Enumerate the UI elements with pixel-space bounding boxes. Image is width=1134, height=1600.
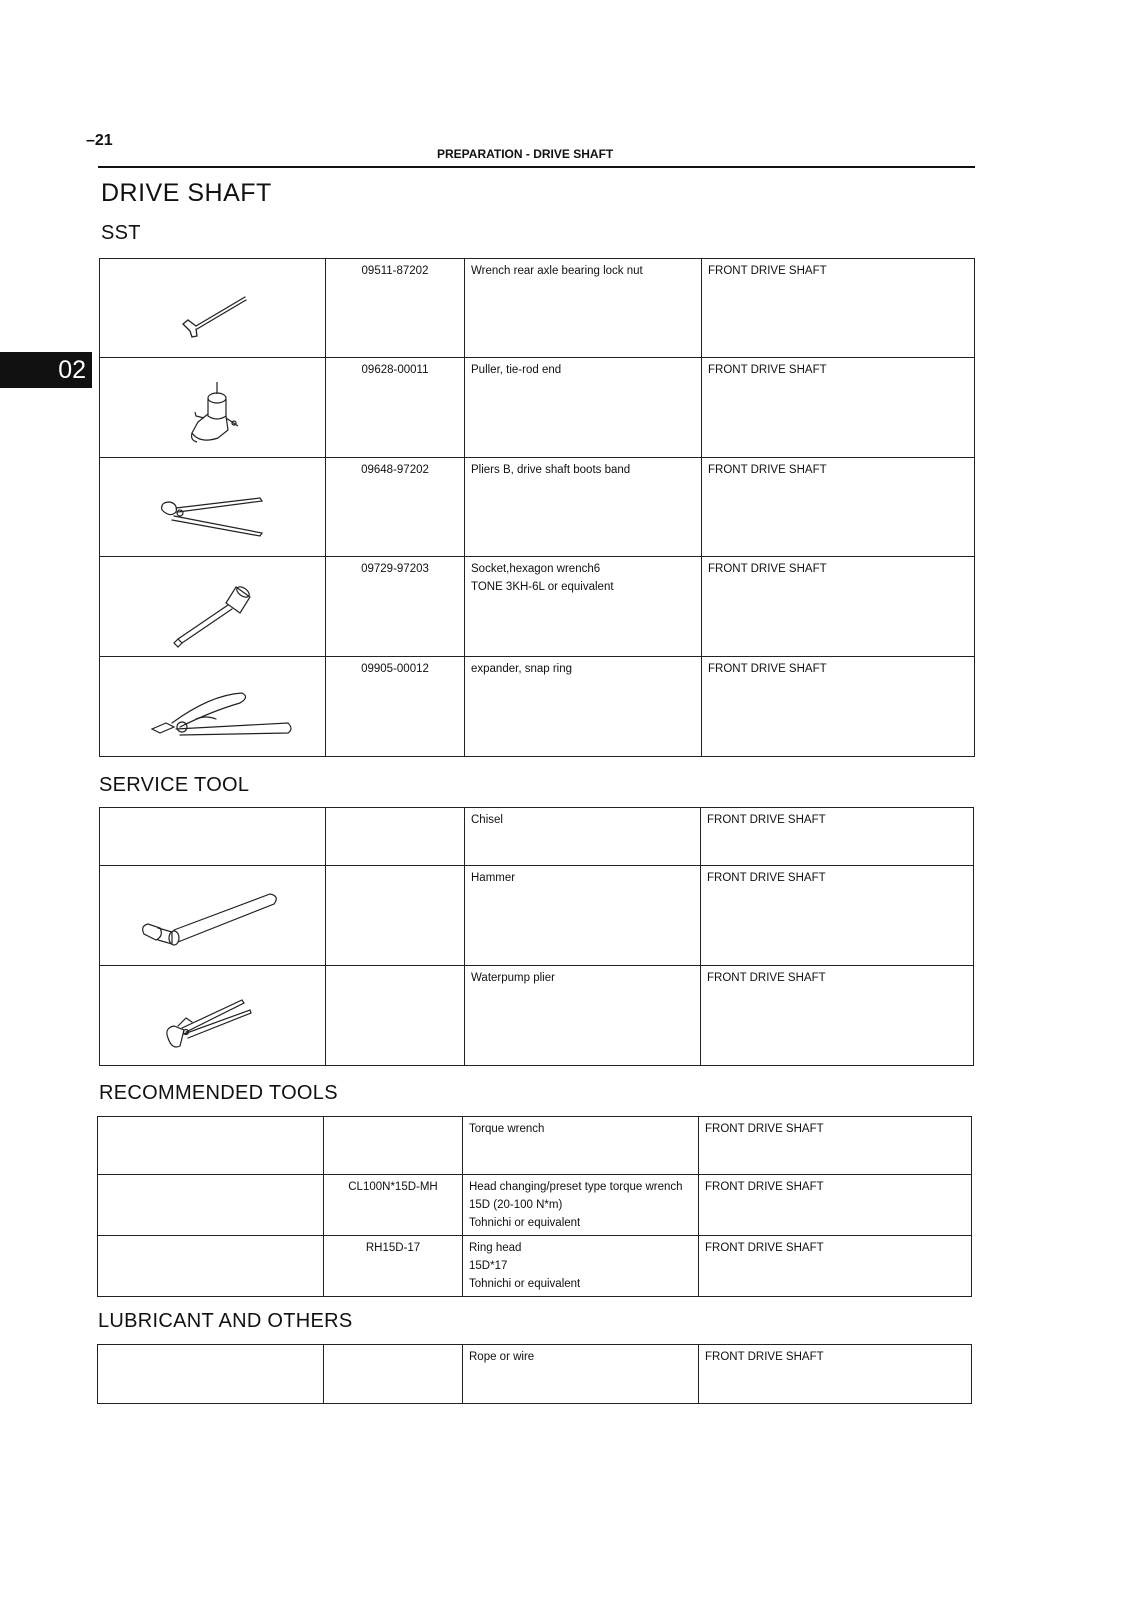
table-row	[98, 1175, 972, 1236]
tool-image-cell	[98, 1175, 324, 1236]
tool-description: Puller, tie-rod end	[465, 358, 702, 458]
socket-wrench-icon	[100, 557, 326, 657]
tool-image-cell	[100, 259, 326, 358]
table-row	[100, 866, 974, 966]
chapter-tab: 02	[0, 352, 92, 388]
pliers-icon	[100, 458, 326, 557]
page-title: DRIVE SHAFT	[101, 179, 272, 207]
puller-icon	[100, 358, 326, 458]
table-row	[98, 1345, 972, 1404]
tool-application: FRONT DRIVE SHAFT	[699, 1236, 972, 1297]
table-row	[100, 966, 974, 1066]
tool-application: FRONT DRIVE SHAFT	[702, 657, 975, 757]
table-row	[100, 458, 975, 557]
waterpump-plier-icon	[100, 966, 326, 1066]
tool-description: Rope or wire	[463, 1345, 699, 1404]
tool-description: Pliers B, drive shaft boots band	[465, 458, 702, 557]
tool-description: Chisel	[465, 808, 701, 866]
tool-image-cell	[100, 657, 326, 757]
tool-application: FRONT DRIVE SHAFT	[699, 1345, 972, 1404]
tool-image-cell	[100, 458, 326, 557]
header-rule	[98, 166, 975, 168]
section-title-lubricant-and-others: LUBRICANT AND OTHERS	[98, 1310, 353, 1332]
tool-application: FRONT DRIVE SHAFT	[702, 259, 975, 358]
tool-application: FRONT DRIVE SHAFT	[701, 808, 974, 866]
tool-application: FRONT DRIVE SHAFT	[702, 458, 975, 557]
hammer-icon	[100, 866, 326, 966]
tool-application: FRONT DRIVE SHAFT	[699, 1175, 972, 1236]
tool-code	[326, 808, 465, 866]
table-row	[100, 808, 974, 866]
tool-code: 09729-97203	[326, 557, 465, 657]
table-row	[98, 1236, 972, 1297]
section-title-sst: SST	[101, 222, 141, 244]
tool-description: Torque wrench	[463, 1117, 699, 1175]
recommended-tools-table	[97, 1116, 972, 1297]
tool-code: CL100N*15D-MH	[324, 1175, 463, 1236]
snap-ring-expander-icon	[100, 657, 326, 757]
tool-application: FRONT DRIVE SHAFT	[702, 557, 975, 657]
tool-application: FRONT DRIVE SHAFT	[702, 358, 975, 458]
page-number: –21	[86, 132, 113, 149]
tool-description: Hammer	[465, 866, 701, 966]
tool-code	[324, 1345, 463, 1404]
tool-code: 09511-87202	[326, 259, 465, 358]
tool-application: FRONT DRIVE SHAFT	[701, 866, 974, 966]
tool-description: Wrench rear axle bearing lock nut	[465, 259, 702, 358]
tool-description: Head changing/preset type torque wrench 15D (20-100 N*m) Tohnichi or equivalent	[463, 1175, 699, 1236]
section-title-service-tool: SERVICE TOOL	[99, 774, 250, 796]
tool-code	[326, 966, 465, 1066]
tool-application: FRONT DRIVE SHAFT	[701, 966, 974, 1066]
running-header: PREPARATION - DRIVE SHAFT	[437, 147, 614, 161]
table-row	[100, 657, 975, 757]
tool-description: Waterpump plier	[465, 966, 701, 1066]
section-title-recommended-tools: RECOMMENDED TOOLS	[99, 1082, 338, 1104]
tool-code: 09648-97202	[326, 458, 465, 557]
table-row	[100, 557, 975, 657]
tool-description: Ring head 15D*17 Tohnichi or equivalent	[463, 1236, 699, 1297]
tool-code	[326, 866, 465, 966]
tool-image-cell	[100, 866, 326, 966]
table-row	[100, 259, 975, 358]
tool-image-cell	[100, 966, 326, 1066]
tool-application: FRONT DRIVE SHAFT	[699, 1117, 972, 1175]
tool-code: 09905-00012	[326, 657, 465, 757]
tool-code: 09628-00011	[326, 358, 465, 458]
tool-description: Socket,hexagon wrench6 TONE 3KH-6L or equivalent	[465, 557, 702, 657]
table-row	[100, 358, 975, 458]
tool-image-cell	[100, 557, 326, 657]
tool-image-cell	[100, 808, 326, 866]
tool-code	[324, 1117, 463, 1175]
tool-description: expander, snap ring	[465, 657, 702, 757]
tool-image-cell	[98, 1236, 324, 1297]
tool-image-cell	[100, 358, 326, 458]
sst-table	[99, 258, 975, 757]
tool-code: RH15D-17	[324, 1236, 463, 1297]
tool-image-cell	[98, 1345, 324, 1404]
wrench-icon	[100, 259, 326, 358]
table-row	[98, 1117, 972, 1175]
lubricant-table	[97, 1344, 972, 1404]
tool-image-cell	[98, 1117, 324, 1175]
service-tool-table	[99, 807, 974, 1066]
